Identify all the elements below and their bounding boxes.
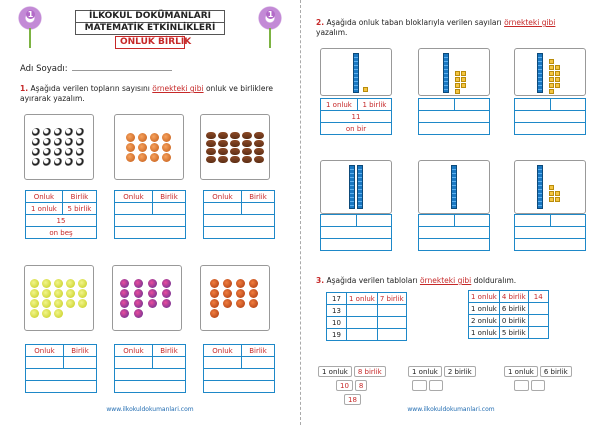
ball-icon: [223, 299, 232, 308]
base-ten-blocks: [418, 160, 490, 214]
mini-boxes-c2: [514, 380, 545, 391]
ball-icon: [76, 158, 85, 167]
ball-icon: [254, 148, 264, 155]
ball-icon: [242, 132, 252, 139]
table-cell: 0 birlik: [499, 315, 528, 327]
flower-icon: 1: [18, 6, 42, 30]
ball-icon: [162, 143, 171, 152]
ball-icon: [162, 279, 171, 288]
ball-icon: [65, 148, 74, 157]
ball-icon: [54, 309, 63, 318]
ball-icon: [30, 309, 39, 318]
ball-icon: [43, 138, 52, 147]
ball-icon: [43, 128, 52, 137]
table-cell[interactable]: [528, 327, 548, 339]
ball-icon: [54, 128, 63, 137]
ball-icon: [120, 309, 129, 318]
flower-stem: [29, 28, 31, 48]
table-cell: 17: [327, 293, 347, 305]
ball-icon: [218, 156, 228, 163]
place-value-table: Onluk Birlik: [114, 190, 186, 239]
tennis-balls-box: [24, 265, 94, 331]
worksheet-header: [18, 6, 282, 52]
ball-icon: [162, 299, 171, 308]
table-cell[interactable]: [377, 305, 406, 317]
ball-icon: [206, 148, 216, 155]
place-value-table: [514, 98, 586, 135]
table-cell: 14: [528, 291, 548, 303]
question-3: 3. Aşağıda verilen tabloları örnekteki gibi dolduralım.: [316, 276, 517, 285]
ball-icon: [32, 128, 41, 137]
number-breakdown-table: [468, 290, 549, 339]
number-breakdown-table: [326, 292, 407, 341]
place-value-table: Onluk Birlik: [203, 190, 275, 239]
ball-icon: [138, 143, 147, 152]
name-blank[interactable]: [72, 70, 172, 71]
place-value-table: [320, 214, 392, 251]
ball-icon: [162, 153, 171, 162]
ball-icon: [78, 289, 87, 298]
ball-icon: [54, 138, 63, 147]
ball-icon: [76, 148, 85, 157]
header-title: İLKOKUL DOKÜMANLARI: [75, 10, 225, 23]
ball-icon: [30, 289, 39, 298]
ball-icon: [210, 309, 219, 318]
ball-icon: [134, 299, 143, 308]
ball-icon: [218, 140, 228, 147]
ball-icon: [30, 279, 39, 288]
ball-icon: [254, 156, 264, 163]
ball-icon: [223, 289, 232, 298]
ball-icon: [148, 279, 157, 288]
name-field: [20, 64, 172, 74]
table-cell: 1 onluk: [469, 327, 500, 339]
ball-icon: [218, 148, 228, 155]
place-value-table: Onluk Birlik: [25, 344, 97, 393]
ball-icon: [120, 299, 129, 308]
ball-icon: [32, 148, 41, 157]
footer-url: www.ilkokuldokumanlari.com: [407, 406, 495, 413]
ball-icon: [206, 132, 216, 139]
table-cell[interactable]: [347, 329, 378, 341]
ball-icon: [126, 133, 135, 142]
ball-icon: [134, 289, 143, 298]
ball-icon: [210, 299, 219, 308]
header-subtitle: MATEMATİK ETKİNLİKLERİ: [75, 22, 225, 35]
table-cell: 19: [327, 329, 347, 341]
ball-icon: [150, 153, 159, 162]
place-value-table: [418, 214, 490, 251]
ball-icon: [78, 279, 87, 288]
ball-icon: [66, 279, 75, 288]
place-value-table: Onluk Birlik 1 onluk 5 birlik 15 on beş: [25, 190, 97, 239]
table-cell: 13: [327, 305, 347, 317]
ball-icon: [242, 156, 252, 163]
table-cell[interactable]: [347, 305, 378, 317]
mini-boxes-a3: 18: [344, 394, 361, 405]
ball-icon: [126, 143, 135, 152]
ball-icon: [249, 279, 258, 288]
ball-icon: [236, 289, 245, 298]
table-cell: 7 birlik: [377, 293, 406, 305]
base-ten-blocks: [514, 48, 586, 96]
footer-url: www.ilkokuldokumanlari.com: [106, 406, 194, 413]
ball-icon: [230, 156, 240, 163]
ball-icon: [236, 279, 245, 288]
ball-icon: [42, 309, 51, 318]
ball-icon: [230, 132, 240, 139]
ball-icon: [242, 140, 252, 147]
footballs-box: [200, 114, 270, 180]
ball-icon: [134, 279, 143, 288]
table-cell[interactable]: [528, 303, 548, 315]
question-2: 2. Aşağıda onluk taban bloklarıyla verilen sayıları örnekteki gibi yazalım.: [316, 18, 556, 37]
ball-icon: [134, 309, 143, 318]
ball-icon: [249, 299, 258, 308]
ball-icon: [32, 138, 41, 147]
ball-icon: [126, 153, 135, 162]
ball-icon: [206, 140, 216, 147]
base-ten-blocks: [320, 160, 392, 214]
question-1: 1. Aşağıda verilen topların sayısını örnekteki gibi onluk ve birliklere ayırarak yazalım.: [20, 84, 273, 103]
table-cell[interactable]: [528, 315, 548, 327]
ball-icon: [76, 128, 85, 137]
colored-balls-box: [112, 265, 182, 331]
ball-icon: [162, 133, 171, 142]
ball-icon: [76, 138, 85, 147]
ball-icon: [54, 158, 63, 167]
place-value-table: Onluk Birlik: [203, 344, 275, 393]
right-page: [302, 0, 600, 425]
mini-boxes-b: 1 onluk 2 birlik: [408, 366, 476, 377]
ball-icon: [218, 132, 228, 139]
ball-icon: [254, 132, 264, 139]
table-cell: 4 birlik: [499, 291, 528, 303]
ball-icon: [42, 289, 51, 298]
ball-icon: [32, 158, 41, 167]
ball-icon: [78, 299, 87, 308]
ball-icon: [54, 299, 63, 308]
ball-icon: [210, 279, 219, 288]
ball-icon: [66, 299, 75, 308]
table-cell[interactable]: [377, 329, 406, 341]
name-label: Adı Soyadı:: [20, 64, 68, 74]
ball-icon: [42, 299, 51, 308]
table-cell: 5 birlik: [499, 327, 528, 339]
ball-icon: [66, 289, 75, 298]
ball-icon: [138, 133, 147, 142]
ball-icon: [150, 143, 159, 152]
question-number: 1.: [20, 84, 29, 93]
ball-icon: [43, 158, 52, 167]
table-cell: 1 onluk: [469, 291, 500, 303]
ball-icon: [223, 279, 232, 288]
header-topic: ONLUK BİRLİK: [115, 36, 185, 49]
ball-icon: [206, 156, 216, 163]
ball-icon: [43, 148, 52, 157]
place-value-table: Onluk Birlik: [114, 344, 186, 393]
ball-icon: [148, 299, 157, 308]
ball-icon: [254, 140, 264, 147]
ball-icon: [54, 279, 63, 288]
table-cell[interactable]: [377, 317, 406, 329]
ball-icon: [210, 289, 219, 298]
basketballs-box: [114, 114, 184, 180]
ball-icon: [65, 158, 74, 167]
ball-icon: [162, 289, 171, 298]
mini-boxes-b2: [412, 380, 443, 391]
ball-icon: [42, 279, 51, 288]
ball-icon: [148, 289, 157, 298]
place-value-table: [418, 98, 490, 135]
table-cell: 10: [327, 317, 347, 329]
mini-boxes-a2: 10 8: [336, 380, 367, 391]
ball-icon: [54, 148, 63, 157]
orange-balls-box: [200, 265, 270, 331]
place-value-table: 1 onluk 1 birlik 11 on bir: [320, 98, 392, 135]
table-cell: 2 onluk: [469, 315, 500, 327]
ball-icon: [120, 279, 129, 288]
ball-icon: [120, 289, 129, 298]
place-value-table: [514, 214, 586, 251]
ball-icon: [230, 140, 240, 147]
ball-icon: [54, 289, 63, 298]
soccer-balls-box: [24, 114, 94, 180]
table-cell[interactable]: [347, 317, 378, 329]
ball-icon: [242, 148, 252, 155]
table-cell: 6 birlik: [499, 303, 528, 315]
base-ten-blocks: [514, 160, 586, 214]
flower-icon: 1: [258, 6, 282, 30]
table-cell: 1 onluk: [469, 303, 500, 315]
ball-icon: [65, 128, 74, 137]
base-ten-blocks: [418, 48, 490, 96]
flower-stem: [269, 28, 271, 48]
ball-icon: [150, 133, 159, 142]
ball-icon: [236, 299, 245, 308]
ball-icon: [65, 138, 74, 147]
mini-boxes-a: 1 onluk 8 birlik: [318, 366, 386, 377]
ball-icon: [30, 299, 39, 308]
ball-icon: [249, 289, 258, 298]
base-ten-blocks: [320, 48, 392, 96]
ball-icon: [138, 153, 147, 162]
table-cell: 1 onluk: [347, 293, 378, 305]
mini-boxes-c: 1 onluk 6 birlik: [504, 366, 572, 377]
ball-icon: [230, 148, 240, 155]
